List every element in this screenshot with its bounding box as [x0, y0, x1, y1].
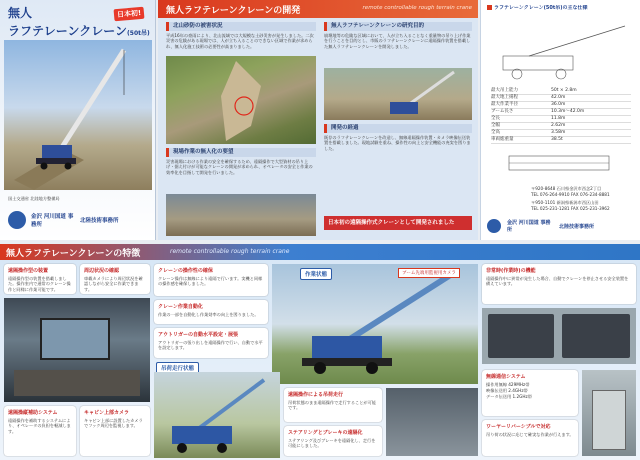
- feature-emergency-box: 非常時(作業時)の機能 遠隔操作中に異常が発生した場合、自動でクレーンを停止させる安全装置を備えています。: [482, 264, 636, 304]
- specs-contact2-tel: TEL 025-231-1281 FAX 025-231-3962: [531, 206, 610, 211]
- feature-radio-box: 無線通信システム 操作用無線 429MHz帯 映像伝送用 2.4GHz帯 データ伝送用 1.2GHz帯: [482, 370, 578, 416]
- feature-steering-box: ステアリングとブレーキの遠隔化 ステアリング及びブレーキを遠隔化し、走行を可能にしました。: [284, 426, 382, 456]
- cover-crane-photo: [4, 40, 152, 190]
- specs-logos: [487, 216, 637, 236]
- sec2-text: 災害現場における作業の安全を確保するため、遠隔操作で大型資材の吊り上げ・据え付けが可能なクレーンの開発が求められ、オペレータの安全と作業の効率化を目指して開発を行いました。: [166, 159, 313, 175]
- cover-org1: 国土交通省 北陸地方整備局: [8, 196, 60, 201]
- development-panel: [158, 0, 478, 240]
- monitor-screen: [40, 318, 110, 360]
- specs-contact2: 〒950-1101 新潟県新潟市西区山田: [531, 200, 599, 205]
- cover-org3: 北陸技術事務所: [80, 218, 119, 224]
- development-header-en: remote controllable rough terrain crane: [362, 5, 472, 11]
- crane-boom-graphic: [4, 40, 152, 190]
- mlit-logo-icon: [487, 219, 501, 233]
- sec1-text: 平成16年の豪雨により、北山流域では大規模な土砂災害が発生しました。二次災害の危険がある現場では、人が立ち入ることのできない区域で作業が求められ、無人化施工技術の必要性が高まりました。: [166, 33, 314, 49]
- crane-travel-photo: [154, 372, 280, 458]
- landslide-scar-graphic: [166, 56, 316, 144]
- camera-label: ブーム先端用監視用カメラ: [398, 268, 460, 278]
- crane-site-graphic: [324, 68, 472, 120]
- crane-working-photo: [272, 264, 478, 384]
- feature-load-travel-box: 遠隔操作による吊荷走行 吊荷状態のまま遠隔操作で走行することが可能です。: [284, 388, 382, 422]
- sec3-text: 崩壊地等の危険な区域において、人が立ち入ることなく重量物の吊り上げ作業を行うことを目的とし、市販のラフテレーンクレーンに遠隔操作装置を搭載した無人ラフテレーンクレーンを開発しました。: [324, 33, 471, 49]
- spec-row: 最大吊上能力 50t × 2.8m: [491, 88, 631, 95]
- operator-room-photo: [4, 298, 150, 402]
- development-header-title: 無人ラフテレーンクレーンの開発: [166, 6, 301, 16]
- feature-outrigger-box: アウトリガーの自動水平設定・展張 アウトリガーの張り出しを遠隔操作で行い、自動で水平を設定します。: [154, 328, 268, 358]
- specs-title: ラフテレーンクレーン(50t吊)の主な仕様: [487, 5, 637, 11]
- spec-row: 全高 3.58m: [491, 130, 631, 137]
- bullet-icon: [487, 5, 492, 10]
- development-banner-text: 日本初の遠隔操作式クレーンとして開発されました: [328, 220, 455, 226]
- cover-badge: 日本初!: [114, 7, 145, 22]
- specs-org3: 北陸技術事務所: [559, 223, 595, 230]
- sec2-title: 現場作業の無人化の要望: [166, 148, 316, 157]
- features-header-title: 無人ラフテレーンクレーンの特徴: [6, 249, 141, 259]
- crane-drawing-side: [489, 142, 633, 182]
- landslide-photo: [166, 56, 316, 144]
- spec-row: ブーム長さ 10.3m〜42.0m: [491, 109, 631, 116]
- cover-title-block: [8, 6, 150, 39]
- control-panel-right: [562, 314, 630, 358]
- features-section: [0, 244, 640, 460]
- container-door: [592, 390, 626, 450]
- feature-automation-box: クレーン作業自動化 作業の一部を自動化し作業効率の向上を図りました。: [154, 300, 268, 324]
- cover-title-suffix: (50t吊): [127, 30, 150, 37]
- specs-contact1: 〒920-8648 石川県金沢市西念2丁目: [531, 186, 602, 191]
- sec4-text: 既存のラフテレーンクレーンを改造し、無線遠隔操作装置・カメラ映像伝送装置を搭載しました。現地試験を重ね、操作性の向上と安全機能の充実を図りました。: [324, 135, 471, 151]
- development-header: [158, 0, 478, 18]
- development-banner: [324, 216, 472, 230]
- crane-working-graphic: [272, 264, 478, 384]
- feature-surroundings-box: 周辺状況の確認 車載カメラにより周辺状況を確認しながら安全に作業できます。: [80, 264, 150, 294]
- spec-row: 全幅 2.62m: [491, 123, 631, 130]
- radio-row: データ伝送用 1.2GHz帯: [486, 394, 532, 399]
- sec4-title: 開発の経過: [324, 124, 472, 133]
- mlit-logo-icon: [8, 211, 26, 229]
- feature-operability-box: クレーンの操作性の確保 クレーン操作は無線により遠隔で行います。実機と同様の操作感を確保しました。: [154, 264, 268, 296]
- control-panel-left: [488, 314, 554, 358]
- sec3-title: 無人ラフテレーンクレーンの研究目的: [324, 22, 472, 31]
- steering-actuator-photo: [386, 388, 478, 456]
- spec-row: 全長 11.8m: [491, 116, 631, 123]
- features-header-en: remote controllable rough terrain crane: [170, 248, 290, 255]
- cover-title-line1: 無人: [8, 6, 33, 20]
- feature-wire-box: ワーヤーリバーシブルで対応 吊り荷の状況に応じて確実な作業が行えます。: [482, 420, 578, 456]
- specs-contact1-tel: TEL 076-264-9910 FAX 076-234-8881: [531, 192, 610, 197]
- operator-container-photo: [582, 370, 636, 456]
- disaster-site-photo: [166, 194, 316, 236]
- specs-table: [491, 88, 631, 144]
- feature-remote-box: 遠隔操作型の装置 遠隔操作型の装置を搭載しました。操作室内で通常のクレーン操作と同様に作業可能です。: [4, 264, 76, 294]
- cover-org2: 金沢 河川国道 事務所: [31, 214, 74, 228]
- feature-assist-box: 遠隔操縦補助システム 遠隔操作を補助するシステムにより、オペレータの負担を軽減します。: [4, 406, 76, 456]
- crane-travel-graphic: [154, 372, 280, 458]
- radio-row: 操作用無線 429MHz帯: [486, 382, 530, 387]
- control-desk: [14, 370, 140, 396]
- specs-org2: 金沢 河川国道 事務所: [507, 220, 551, 233]
- badge-work-state: 作業状態: [300, 268, 332, 280]
- cover-title-line2: ラフテレーンクレーン: [8, 24, 128, 38]
- sec1-title: 北山砂防の被害状況: [166, 22, 316, 31]
- spec-row: 最大地上揚程 42.0m: [491, 95, 631, 102]
- radio-row: 映像伝送用 2.4GHz帯: [486, 388, 528, 393]
- spec-row: 車両総重量 38.5t: [491, 137, 631, 144]
- spec-row: 最大作業半径 36.0m: [491, 102, 631, 109]
- crane-drawing-top: [489, 16, 633, 86]
- features-header: [0, 244, 640, 260]
- specs-panel: [480, 0, 640, 240]
- crane-site-photo: [324, 68, 472, 120]
- badge-travel-state: 吊荷走行状態: [156, 362, 199, 374]
- cover-logos: [8, 206, 152, 234]
- control-panels-photo: [482, 308, 636, 364]
- cover-panel: [0, 0, 156, 240]
- feature-cabin-camera-box: キャビン上部カメラ キャビン上部に設置したカメラでフック周辺を監視します。: [80, 406, 150, 456]
